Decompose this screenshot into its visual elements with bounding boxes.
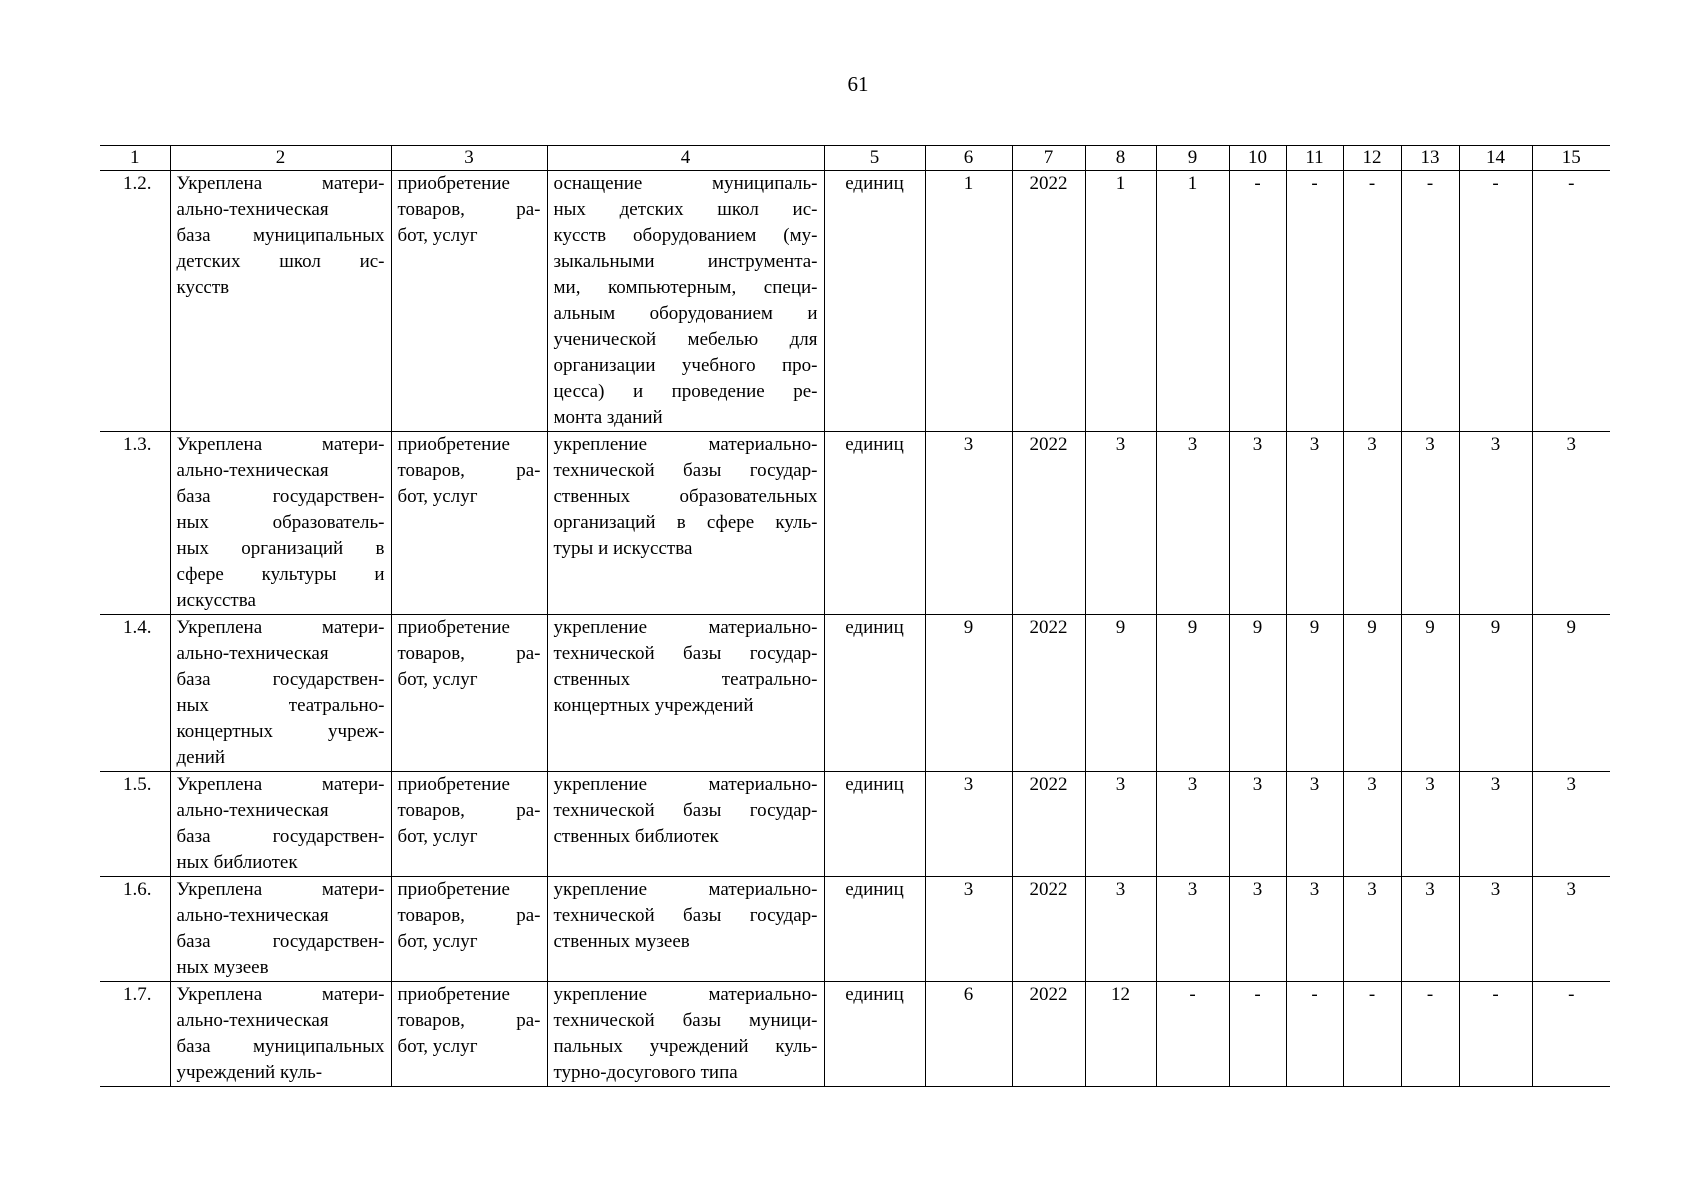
value-cell: 3	[1286, 772, 1343, 877]
result-line: ально-техническая	[176, 1010, 329, 1031]
value-cell: 3	[1229, 772, 1286, 877]
column-header: 1	[100, 146, 170, 171]
row-number: 1.5.	[100, 772, 170, 877]
action-line: приобретение	[397, 617, 510, 638]
value-cell: 12	[1085, 982, 1156, 1087]
description-cell	[547, 615, 824, 772]
table-body	[100, 171, 1610, 1087]
action-line: бот, услуг	[397, 486, 478, 507]
column-header: 15	[1532, 146, 1610, 171]
result-line: база муниципальных	[176, 1036, 385, 1057]
value-cell: 3	[1229, 877, 1286, 982]
description-line: технической базы государ-	[553, 643, 818, 664]
description-line: альным оборудованием и	[553, 303, 818, 324]
column-header: 11	[1286, 146, 1343, 171]
description-line: технической базы государ-	[553, 460, 818, 481]
value-cell: -	[1532, 982, 1610, 1087]
column-number-row	[100, 146, 1610, 171]
result-line: ных музеев	[176, 957, 269, 978]
unit-cell: единиц	[824, 615, 925, 772]
value-cell: -	[1532, 171, 1610, 432]
description-line: укрепление материально-	[553, 434, 818, 455]
unit-cell: единиц	[824, 171, 925, 432]
description-line: ственных музеев	[553, 931, 690, 952]
description-line: турно-досугового типа	[553, 1062, 738, 1083]
value-cell: 3	[1156, 772, 1229, 877]
description-line: укрепление материально-	[553, 617, 818, 638]
value-cell: 3	[1532, 877, 1610, 982]
result-cell	[170, 615, 391, 772]
column-header: 14	[1459, 146, 1532, 171]
result-line: ных образователь-	[176, 512, 385, 533]
base-value-cell: 3	[925, 432, 1012, 615]
unit-cell: единиц	[824, 432, 925, 615]
action-line: приобретение	[397, 774, 510, 795]
value-cell: 1	[1085, 171, 1156, 432]
value-cell: 9	[1532, 615, 1610, 772]
value-cell: 3	[1401, 877, 1459, 982]
description-cell	[547, 171, 824, 432]
value-cell: 3	[1286, 432, 1343, 615]
row-number: 1.6.	[100, 877, 170, 982]
result-cell	[170, 171, 391, 432]
result-line: Укреплена матери-	[176, 774, 385, 795]
row-number: 1.7.	[100, 982, 170, 1087]
value-cell: -	[1459, 982, 1532, 1087]
description-line: ученической мебелью для	[553, 329, 818, 350]
unit-cell: единиц	[824, 877, 925, 982]
action-cell	[391, 982, 547, 1087]
description-cell	[547, 877, 824, 982]
value-cell: 3	[1085, 877, 1156, 982]
row-number: 1.2.	[100, 171, 170, 432]
value-cell: 3	[1532, 432, 1610, 615]
results-table	[100, 145, 1610, 1087]
action-line: приобретение	[397, 984, 510, 1005]
value-cell: -	[1229, 171, 1286, 432]
action-line: приобретение	[397, 173, 510, 194]
action-line: товаров, ра-	[397, 1010, 541, 1031]
description-line: ственных театрально-	[553, 669, 818, 690]
result-line: база государствен-	[176, 486, 385, 507]
column-header: 5	[824, 146, 925, 171]
value-cell: 3	[1343, 877, 1401, 982]
row-number: 1.4.	[100, 615, 170, 772]
description-line: кусств оборудованием (му-	[553, 225, 818, 246]
base-value-cell: 3	[925, 772, 1012, 877]
value-cell: -	[1343, 171, 1401, 432]
base-year-cell: 2022	[1012, 982, 1085, 1087]
table-row	[100, 772, 1610, 877]
value-cell: 3	[1085, 432, 1156, 615]
column-header: 7	[1012, 146, 1085, 171]
description-line: укрепление материально-	[553, 774, 818, 795]
base-value-cell: 1	[925, 171, 1012, 432]
result-line: ально-техническая	[176, 199, 329, 220]
value-cell: 3	[1156, 432, 1229, 615]
column-header: 2	[170, 146, 391, 171]
result-line: база государствен-	[176, 826, 385, 847]
result-cell	[170, 877, 391, 982]
result-line: ально-техническая	[176, 643, 329, 664]
table-row	[100, 877, 1610, 982]
column-header: 13	[1401, 146, 1459, 171]
base-year-cell: 2022	[1012, 432, 1085, 615]
description-line: укрепление материально-	[553, 984, 818, 1005]
description-line: технической базы государ-	[553, 905, 818, 926]
result-line: ных организаций в	[176, 538, 385, 559]
action-cell	[391, 877, 547, 982]
column-header: 6	[925, 146, 1012, 171]
unit-cell: единиц	[824, 772, 925, 877]
result-line: ных театрально-	[176, 695, 385, 716]
table-row	[100, 171, 1610, 432]
description-cell	[547, 772, 824, 877]
column-header: 3	[391, 146, 547, 171]
result-line: Укреплена матери-	[176, 879, 385, 900]
description-line: оснащение муниципаль-	[553, 173, 818, 194]
column-header: 10	[1229, 146, 1286, 171]
page-number: 61	[847, 72, 869, 96]
base-value-cell: 6	[925, 982, 1012, 1087]
description-cell	[547, 432, 824, 615]
value-cell: 3	[1343, 772, 1401, 877]
base-year-cell: 2022	[1012, 615, 1085, 772]
result-line: учреждений куль-	[176, 1062, 323, 1083]
table-row	[100, 982, 1610, 1087]
action-line: бот, услуг	[397, 931, 478, 952]
result-cell	[170, 432, 391, 615]
result-line: ных библиотек	[176, 852, 298, 873]
value-cell: 3	[1286, 877, 1343, 982]
description-line: организации учебного про-	[553, 355, 818, 376]
row-number: 1.3.	[100, 432, 170, 615]
result-line: Укреплена матери-	[176, 617, 385, 638]
description-line: ственных образовательных	[553, 486, 818, 507]
value-cell: 3	[1401, 432, 1459, 615]
description-line: технической базы муници-	[553, 1010, 818, 1031]
action-line: приобретение	[397, 879, 510, 900]
result-line: искусства	[176, 590, 256, 611]
result-line: дений	[176, 747, 226, 768]
base-value-cell: 3	[925, 877, 1012, 982]
value-cell: 3	[1156, 877, 1229, 982]
description-line: ственных библиотек	[553, 826, 719, 847]
result-line: база государствен-	[176, 669, 385, 690]
result-line: Укреплена матери-	[176, 173, 385, 194]
description-line: ми, компьютерным, специ-	[553, 277, 818, 298]
value-cell: 3	[1459, 432, 1532, 615]
base-year-cell: 2022	[1012, 772, 1085, 877]
description-line: зыкальными инструмента-	[553, 251, 818, 272]
value-cell: 3	[1229, 432, 1286, 615]
base-year-cell: 2022	[1012, 877, 1085, 982]
column-header: 12	[1343, 146, 1401, 171]
action-cell	[391, 615, 547, 772]
description-line: монта зданий	[553, 407, 663, 428]
value-cell: -	[1401, 171, 1459, 432]
result-line: база муниципальных	[176, 225, 385, 246]
value-cell: 3	[1401, 772, 1459, 877]
action-cell	[391, 432, 547, 615]
action-line: бот, услуг	[397, 669, 478, 690]
column-header: 4	[547, 146, 824, 171]
value-cell: -	[1401, 982, 1459, 1087]
table-row	[100, 615, 1610, 772]
value-cell: 9	[1286, 615, 1343, 772]
description-line: пальных учреждений куль-	[553, 1036, 818, 1057]
description-line: ных детских школ ис-	[553, 199, 818, 220]
value-cell: 3	[1343, 432, 1401, 615]
result-line: ально-техническая	[176, 800, 329, 821]
result-line: Укреплена матери-	[176, 984, 385, 1005]
result-cell	[170, 772, 391, 877]
result-line: сфере культуры и	[176, 564, 385, 585]
result-line: ально-техническая	[176, 460, 329, 481]
result-line: концертных учреж-	[176, 721, 385, 742]
result-line: ально-техническая	[176, 905, 329, 926]
value-cell: 3	[1459, 772, 1532, 877]
value-cell: 1	[1156, 171, 1229, 432]
value-cell: 9	[1401, 615, 1459, 772]
action-line: приобретение	[397, 434, 510, 455]
result-cell	[170, 982, 391, 1087]
value-cell: 9	[1156, 615, 1229, 772]
column-header: 9	[1156, 146, 1229, 171]
table-row	[100, 432, 1610, 615]
description-cell	[547, 982, 824, 1087]
action-line: товаров, ра-	[397, 800, 541, 821]
description-line: организаций в сфере куль-	[553, 512, 818, 533]
description-line: цесса) и проведение ре-	[553, 381, 818, 402]
base-year-cell: 2022	[1012, 171, 1085, 432]
action-cell	[391, 772, 547, 877]
base-value-cell: 9	[925, 615, 1012, 772]
value-cell: -	[1459, 171, 1532, 432]
value-cell: -	[1343, 982, 1401, 1087]
value-cell: -	[1286, 982, 1343, 1087]
value-cell: -	[1156, 982, 1229, 1087]
result-line: детских школ ис-	[176, 251, 385, 272]
action-line: товаров, ра-	[397, 460, 541, 481]
column-header: 8	[1085, 146, 1156, 171]
description-line: туры и искусства	[553, 538, 693, 559]
value-cell: -	[1229, 982, 1286, 1087]
action-line: бот, услуг	[397, 826, 478, 847]
value-cell: 3	[1459, 877, 1532, 982]
description-line: укрепление материально-	[553, 879, 818, 900]
action-cell	[391, 171, 547, 432]
value-cell: 9	[1459, 615, 1532, 772]
result-line: кусств	[176, 277, 230, 298]
unit-cell: единиц	[824, 982, 925, 1087]
result-line: Укреплена матери-	[176, 434, 385, 455]
action-line: товаров, ра-	[397, 199, 541, 220]
value-cell: 9	[1229, 615, 1286, 772]
action-line: товаров, ра-	[397, 905, 541, 926]
value-cell: 9	[1343, 615, 1401, 772]
action-line: бот, услуг	[397, 225, 478, 246]
value-cell: 9	[1085, 615, 1156, 772]
value-cell: -	[1286, 171, 1343, 432]
description-line: технической базы государ-	[553, 800, 818, 821]
action-line: товаров, ра-	[397, 643, 541, 664]
description-line: концертных учреждений	[553, 695, 754, 716]
action-line: бот, услуг	[397, 1036, 478, 1057]
result-line: база государствен-	[176, 931, 385, 952]
value-cell: 3	[1085, 772, 1156, 877]
value-cell: 3	[1532, 772, 1610, 877]
